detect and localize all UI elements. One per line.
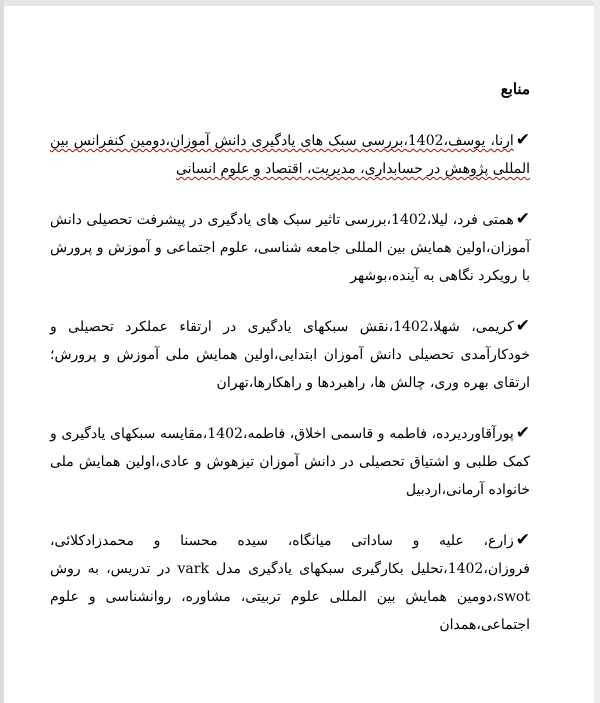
- reference-text: کریمی، شهلا،1402،نقش سبکهای یادگیری در ارتقاء عملکرد تحصیلی و خودکارآمدی تحصیلی دانش آموزان ابتدایی،اولین همایش ملی آموزش و پرورش؛ ارتقای بهره وری، چالش ها، راهبردها و راهکارها،تهران: [50, 319, 530, 391]
- reference-text: ارنا، یوسف،1402،بررسی سبک های یادگیری دانش آموزان،دومین کنفرانس بین المللی پژوهش در حسابداری، مدیریت، اقتصاد و علوم انسانی: [50, 133, 530, 177]
- reference-text: همتی فرد، لیلا،1402،بررسی تاثیر سبک های یادگیری در پیشرفت تحصیلی دانش آموزان،اولین همایش بین المللی جامعه شناسی، علوم اجتماعی و آموزش و پرورش با رویکرد نگاهی به آینده،بوشهر: [50, 212, 530, 284]
- document-page: [50, 80, 530, 661]
- page-right-edge: [594, 0, 600, 703]
- reference-item: [50, 526, 530, 639]
- reference-item: [50, 312, 530, 397]
- reference-item: [50, 205, 530, 290]
- reference-item: [50, 419, 530, 504]
- page-left-edge: [0, 0, 4, 703]
- reference-text: پورآقاوردیرده، فاطمه و قاسمی اخلاق، فاطمه،1402،مقایسه سبکهای یادگیری و کمک طلبی و اشتیاق تحصیلی در دانش آموزان تیزهوش و عادی،اولین همایش ملی خانواده آرمانی،اردبیل: [50, 426, 530, 498]
- checkmark-icon: ✔: [515, 423, 530, 443]
- checkmark-icon: ✔: [515, 130, 530, 150]
- references-heading: منابع: [500, 80, 530, 98]
- checkmark-icon: ✔: [515, 530, 530, 550]
- checkmark-icon: ✔: [515, 316, 531, 336]
- page-top-edge: [0, 0, 600, 6]
- reference-text: زارع، علیه و ساداتی میانگاه، سیده محسنا و محمدزادکلائی، فروزان،1402،تحلیل بکارگیری سبکهای یادگیری مدل vark در تدریس، به روش swot،دومین همایش بین المللی علوم تربیتی، مشاوره، روانشناسی و علوم اجتماعی،همدان: [50, 533, 530, 633]
- reference-item: [50, 126, 530, 183]
- checkmark-icon: ✔: [515, 209, 530, 229]
